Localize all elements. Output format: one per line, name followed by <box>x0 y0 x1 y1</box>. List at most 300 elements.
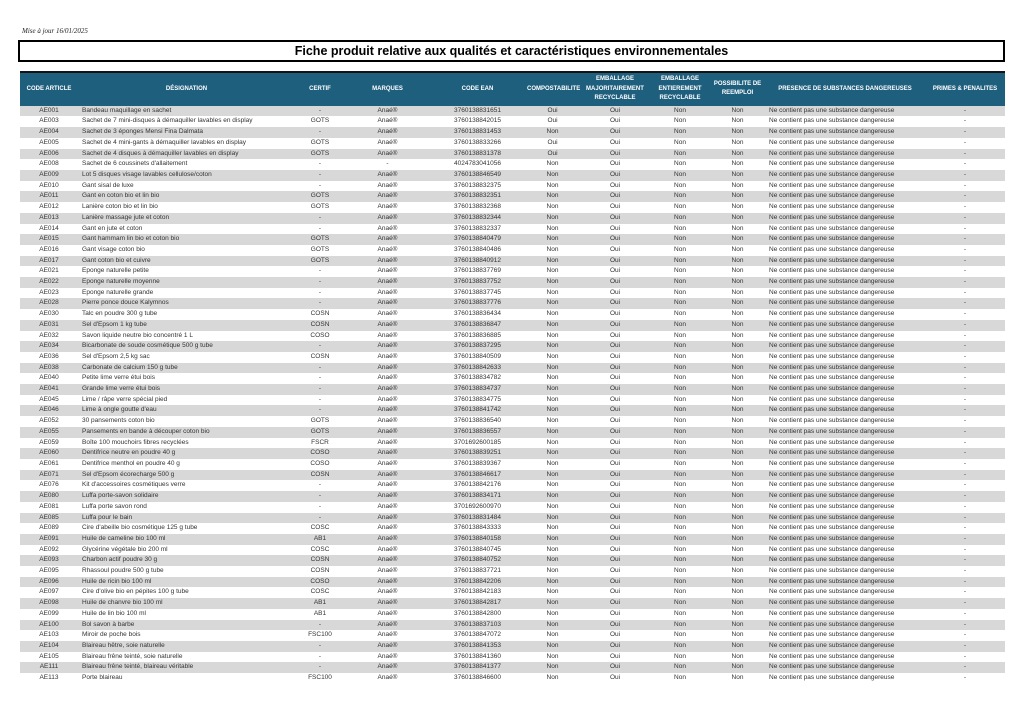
cell-1: Gant visage coton bio <box>82 245 145 253</box>
cell-0: AE091 <box>39 534 59 542</box>
table-row <box>20 534 1005 545</box>
cell-1: Lime à ongle goutte d'eau <box>82 406 157 414</box>
cell-0: AE061 <box>39 459 59 467</box>
cell-1: Glycérine végétale bio 200 ml <box>82 545 168 553</box>
cell-3: Anaé® <box>377 674 398 682</box>
cell-7: Non <box>674 417 686 425</box>
cell-9: Ne contient pas une substance dangereuse <box>769 149 895 157</box>
cell-10: - <box>963 149 967 157</box>
cell-8: Non <box>731 524 744 532</box>
cell-8: Non <box>731 256 744 264</box>
cell-7: Non <box>674 406 686 414</box>
table-row <box>20 609 1005 620</box>
cell-10: - <box>963 299 967 307</box>
table-row <box>20 373 1005 384</box>
cell-7: Non <box>674 181 686 189</box>
cell-5: Non <box>546 320 559 328</box>
cell-6: Oui <box>609 502 621 510</box>
cell-1: Carbonate de calcium 150 g tube <box>82 363 178 371</box>
cell-6: Oui <box>609 320 621 328</box>
cell-2: COSN <box>310 352 330 360</box>
cell-7: Non <box>674 438 686 446</box>
cell-9: Ne contient pas une substance dangereuse <box>769 235 895 243</box>
cell-7: Non <box>674 577 686 585</box>
cell-4: 3760138836885 <box>454 331 501 339</box>
cell-7: Non <box>674 599 686 607</box>
cell-9: Ne contient pas une substance dangereuse <box>769 406 895 414</box>
table-row <box>20 566 1005 577</box>
cell-7: Non <box>674 556 686 564</box>
cell-7: Non <box>674 513 686 521</box>
cell-0: AE100 <box>39 620 59 628</box>
cell-1: 30 pansements coton bio <box>82 417 155 425</box>
cell-3: Anaé® <box>377 128 398 136</box>
cell-7: Non <box>674 502 686 510</box>
cell-8: Non <box>731 299 744 307</box>
cell-6: Oui <box>609 352 621 360</box>
cell-6: Oui <box>609 331 621 339</box>
cell-0: AE032 <box>39 331 59 339</box>
cell-7: Non <box>674 128 686 136</box>
cell-9: Ne contient pas une substance dangereuse <box>769 631 895 639</box>
cell-5: Non <box>546 524 559 532</box>
cell-9: Ne contient pas une substance dangereuse <box>769 352 895 360</box>
cell-4: 3760138839251 <box>454 449 501 457</box>
cell-3: Anaé® <box>377 117 398 125</box>
cell-10: - <box>963 181 967 189</box>
cell-10: - <box>963 160 967 168</box>
cell-10: - <box>963 138 967 146</box>
table-row <box>20 459 1005 470</box>
cell-7: Non <box>674 641 686 649</box>
cell-0: AE055 <box>39 427 59 435</box>
cell-7: Non <box>674 470 686 478</box>
cell-2: COSO <box>310 331 330 339</box>
cell-7: Non <box>674 481 686 489</box>
cell-5: Non <box>546 652 559 660</box>
cell-4: 3760138842176 <box>454 481 501 489</box>
table-row <box>20 630 1005 641</box>
cell-3: Anaé® <box>377 192 398 200</box>
cell-1: Blaireau frêne teinté, blaireau véritable <box>82 663 194 671</box>
cell-7: Non <box>674 320 686 328</box>
cell-5: Non <box>546 310 559 318</box>
cell-9: Ne contient pas une substance dangereuse <box>769 577 895 585</box>
cell-8: Non <box>731 310 744 318</box>
cell-8: Non <box>731 470 744 478</box>
cell-10: - <box>963 438 967 446</box>
cell-2: - <box>318 224 322 232</box>
cell-8: Non <box>731 331 744 339</box>
cell-2: GOTS <box>310 192 330 200</box>
cell-2: - <box>318 106 322 114</box>
cell-1: Lot 5 disques visage lavables cellulose/coton <box>82 171 212 178</box>
cell-10: - <box>963 224 967 232</box>
cell-5: Non <box>546 342 559 350</box>
cell-0: AE030 <box>39 310 59 318</box>
column-header-5: COMPOSTABILITE <box>525 72 580 106</box>
cell-4: 3760138836847 <box>454 320 501 328</box>
cell-4: 3760138837295 <box>454 342 501 350</box>
cell-6: Oui <box>609 438 621 446</box>
cell-1: Eponge naturelle moyenne <box>82 278 160 286</box>
cell-8: Non <box>731 652 744 660</box>
cell-6: Oui <box>609 674 621 682</box>
cell-6: Oui <box>609 267 621 275</box>
cell-8: Non <box>731 106 744 114</box>
cell-8: Non <box>731 556 744 564</box>
cell-4: 3760138834171 <box>454 492 501 500</box>
cell-7: Non <box>674 524 686 532</box>
cell-6: Oui <box>609 106 621 114</box>
cell-9: Ne contient pas une substance dangereuse <box>769 224 895 232</box>
cell-6: Oui <box>609 534 621 542</box>
cell-6: Oui <box>609 149 621 157</box>
table-row <box>20 149 1005 160</box>
cell-2: FSCR <box>311 438 329 446</box>
table-row <box>20 448 1005 459</box>
table-row <box>20 256 1005 267</box>
cell-6: Oui <box>609 363 621 371</box>
cell-5: Non <box>546 438 559 446</box>
column-header-9: PRESENCE DE SUBSTANCES DANGEREUSES <box>765 72 925 106</box>
cell-8: Non <box>731 160 744 168</box>
cell-2: - <box>318 128 322 136</box>
cell-2: COSC <box>310 588 330 596</box>
cell-8: Non <box>731 288 744 296</box>
cell-1: Sachet de 7 mini-disques à démaquiller lavables en display <box>82 117 253 125</box>
cell-3: Anaé® <box>377 492 398 500</box>
cell-6: Oui <box>609 481 621 489</box>
cell-4: 3760138846617 <box>454 470 501 478</box>
cell-6: Oui <box>609 417 621 425</box>
cell-0: AE104 <box>39 641 59 649</box>
table-row <box>20 502 1005 513</box>
cell-5: Non <box>546 171 559 178</box>
cell-4: 3760138842015 <box>454 117 501 125</box>
cell-5: Non <box>546 427 559 435</box>
cell-8: Non <box>731 192 744 200</box>
cell-9: Ne contient pas une substance dangereuse <box>769 470 895 478</box>
cell-3: Anaé® <box>377 395 398 403</box>
cell-8: Non <box>731 481 744 489</box>
table-row <box>20 181 1005 192</box>
cell-10: - <box>963 577 967 585</box>
cell-3: Anaé® <box>377 181 398 189</box>
cell-6: Oui <box>609 406 621 414</box>
cell-6: Oui <box>609 652 621 660</box>
cell-2: - <box>318 342 322 350</box>
cell-0: AE080 <box>39 492 59 500</box>
cell-4: 3701692600970 <box>454 502 501 510</box>
cell-4: 3760138839367 <box>454 459 501 467</box>
cell-10: - <box>963 117 967 125</box>
cell-1: Pansements en bande à découper coton bio <box>82 427 210 435</box>
cell-10: - <box>963 352 967 360</box>
cell-4: 3760138832344 <box>454 213 501 221</box>
cell-3: Anaé® <box>377 524 398 532</box>
cell-0: AE103 <box>39 631 59 639</box>
table-row <box>20 577 1005 588</box>
table-row <box>20 545 1005 556</box>
cell-10: - <box>963 513 967 521</box>
cell-0: AE113 <box>39 674 59 682</box>
cell-8: Non <box>731 363 744 371</box>
cell-1: Savon liquide neutre bio concentré 1 L <box>82 331 193 339</box>
cell-4: 3760138831484 <box>454 513 501 521</box>
cell-6: Oui <box>609 470 621 478</box>
cell-2: - <box>318 363 322 371</box>
cell-9: Ne contient pas une substance dangereuse <box>769 181 895 189</box>
cell-5: Non <box>546 352 559 360</box>
table-row <box>20 587 1005 598</box>
cell-4: 3760138847072 <box>454 631 501 639</box>
cell-0: AE013 <box>39 213 59 221</box>
cell-4: 3760138834737 <box>454 385 501 393</box>
table-row <box>20 523 1005 534</box>
cell-6: Oui <box>609 459 621 467</box>
column-header-10: PRIMES & PENALITES <box>925 72 1005 106</box>
cell-9: Ne contient pas une substance dangereuse <box>769 449 895 457</box>
cell-5: Non <box>546 245 559 253</box>
table-row <box>20 213 1005 224</box>
cell-4: 3760138837776 <box>454 299 501 307</box>
cell-5: Non <box>546 577 559 585</box>
table-row <box>20 395 1005 406</box>
cell-6: Oui <box>609 288 621 296</box>
cell-6: Oui <box>609 631 621 639</box>
cell-0: AE021 <box>39 267 59 275</box>
cell-3: Anaé® <box>377 342 398 350</box>
cell-10: - <box>963 545 967 553</box>
cell-8: Non <box>731 352 744 360</box>
cell-7: Non <box>674 171 686 178</box>
cell-1: Talc en poudre 300 g tube <box>82 310 158 318</box>
cell-10: - <box>963 213 967 221</box>
cell-0: AE089 <box>39 524 59 532</box>
cell-6: Oui <box>609 641 621 649</box>
cell-5: Non <box>546 545 559 553</box>
cell-0: AE081 <box>39 502 59 510</box>
cell-8: Non <box>731 427 744 435</box>
cell-1: Dentifrice menthol en poudre 40 g <box>82 459 180 467</box>
cell-7: Non <box>674 203 686 211</box>
cell-2: COSN <box>310 567 330 575</box>
cell-9: Ne contient pas une substance dangereuse <box>769 385 895 393</box>
cell-1: Lanière massage jute et coton <box>82 213 170 221</box>
table-row <box>20 116 1005 127</box>
cell-2: - <box>318 513 322 521</box>
cell-2: AB1 <box>313 599 327 607</box>
cell-2: - <box>318 641 322 649</box>
cell-3: Anaé® <box>377 556 398 564</box>
cell-9: Ne contient pas une substance dangereuse <box>769 556 895 564</box>
cell-3: Anaé® <box>377 663 398 671</box>
cell-9: Ne contient pas une substance dangereuse <box>769 663 895 671</box>
cell-2: - <box>318 181 322 189</box>
cell-0: AE099 <box>39 609 59 617</box>
cell-9: Ne contient pas une substance dangereuse <box>769 395 895 403</box>
cell-7: Non <box>674 149 686 157</box>
table-row <box>20 513 1005 524</box>
table-row <box>20 309 1005 320</box>
product-table <box>20 71 1005 684</box>
cell-5: Non <box>546 620 559 628</box>
cell-0: AE036 <box>39 352 59 360</box>
cell-9: Ne contient pas une substance dangereuse <box>769 609 895 617</box>
cell-9: Ne contient pas une substance dangereuse <box>769 481 895 489</box>
cell-1: Huile de ricin bio 100 ml <box>82 577 152 585</box>
cell-0: AE014 <box>39 224 59 232</box>
cell-1: Gant en jute et coton <box>82 224 143 232</box>
cell-6: Oui <box>609 556 621 564</box>
cell-10: - <box>963 652 967 660</box>
cell-4: 3760138841353 <box>454 641 501 649</box>
cell-8: Non <box>731 213 744 221</box>
cell-10: - <box>963 128 967 136</box>
cell-2: COSN <box>310 320 330 328</box>
cell-4: 3760138841742 <box>454 406 501 414</box>
cell-0: AE016 <box>39 245 59 253</box>
cell-1: Luffa pour le bain <box>82 513 133 521</box>
cell-9: Ne contient pas une substance dangereuse <box>769 203 895 211</box>
cell-10: - <box>963 417 967 425</box>
cell-9: Ne contient pas une substance dangereuse <box>769 320 895 328</box>
cell-6: Oui <box>609 138 621 146</box>
cell-10: - <box>963 470 967 478</box>
cell-1: Lime / râpe verre spécial pied <box>82 395 168 403</box>
table-row <box>20 598 1005 609</box>
cell-5: Oui <box>547 149 558 157</box>
cell-10: - <box>963 320 967 328</box>
cell-9: Ne contient pas une substance dangereuse <box>769 417 895 425</box>
table-row <box>20 673 1005 684</box>
cell-1: Petite lime verre étui bois <box>82 374 155 382</box>
table-row <box>20 288 1005 299</box>
cell-4: 3760138837721 <box>454 567 501 575</box>
cell-8: Non <box>731 342 744 350</box>
cell-8: Non <box>731 438 744 446</box>
cell-7: Non <box>674 224 686 232</box>
cell-2: AB1 <box>313 609 327 617</box>
cell-5: Non <box>546 417 559 425</box>
table-row <box>20 384 1005 395</box>
cell-9: Ne contient pas une substance dangereuse <box>769 278 895 286</box>
cell-3: Anaé® <box>377 138 398 146</box>
table-row <box>20 341 1005 352</box>
cell-0: AE011 <box>39 192 59 200</box>
cell-4: 3760138840752 <box>454 556 501 564</box>
cell-2: COSC <box>310 545 330 553</box>
cell-6: Oui <box>609 181 621 189</box>
cell-4: 3760138840479 <box>454 235 501 243</box>
cell-7: Non <box>674 374 686 382</box>
cell-8: Non <box>731 502 744 510</box>
cell-2: - <box>318 502 322 510</box>
cell-3: Anaé® <box>377 331 398 339</box>
cell-10: - <box>963 385 967 393</box>
cell-10: - <box>963 641 967 649</box>
cell-5: Non <box>546 256 559 264</box>
cell-10: - <box>963 567 967 575</box>
cell-7: Non <box>674 342 686 350</box>
cell-10: - <box>963 106 967 114</box>
cell-4: 3760138836434 <box>454 310 501 318</box>
cell-8: Non <box>731 663 744 671</box>
cell-8: Non <box>731 417 744 425</box>
cell-8: Non <box>731 149 744 157</box>
cell-5: Non <box>546 395 559 403</box>
cell-4: 3760138832368 <box>454 203 501 211</box>
cell-4: 3760138836540 <box>454 417 501 425</box>
cell-6: Oui <box>609 449 621 457</box>
cell-3: Anaé® <box>377 363 398 371</box>
cell-3: Anaé® <box>377 438 398 446</box>
cell-2: - <box>318 481 322 489</box>
cell-4: 3760138837103 <box>454 620 501 628</box>
cell-7: Non <box>674 160 686 168</box>
cell-0: AE005 <box>39 138 59 146</box>
cell-1: Eponge naturelle petite <box>82 267 149 275</box>
table-row <box>20 191 1005 202</box>
cell-9: Ne contient pas une substance dangereuse <box>769 192 895 200</box>
column-header-2: CERTIF <box>295 72 345 106</box>
cell-2: - <box>318 213 322 221</box>
cell-2: AB1 <box>313 534 327 542</box>
cell-7: Non <box>674 663 686 671</box>
cell-3: Anaé® <box>377 149 398 157</box>
cell-2: - <box>318 160 322 168</box>
cell-4: 3760138840486 <box>454 245 501 253</box>
cell-0: AE060 <box>39 449 59 457</box>
cell-9: Ne contient pas une substance dangereuse <box>769 310 895 318</box>
cell-10: - <box>963 459 967 467</box>
cell-3: Anaé® <box>377 299 398 307</box>
cell-9: Ne contient pas une substance dangereuse <box>769 245 895 253</box>
cell-0: AE105 <box>39 652 59 660</box>
cell-8: Non <box>731 459 744 467</box>
cell-10: - <box>963 171 967 178</box>
cell-0: AE003 <box>39 117 59 125</box>
column-header-4: CODE EAN <box>430 72 525 106</box>
cell-4: 3760138840745 <box>454 545 501 553</box>
cell-6: Oui <box>609 385 621 393</box>
table-row <box>20 491 1005 502</box>
table-row <box>20 427 1005 438</box>
table-row <box>20 320 1005 331</box>
cell-5: Non <box>546 203 559 211</box>
cell-0: AE006 <box>39 149 59 157</box>
cell-6: Oui <box>609 577 621 585</box>
table-row <box>20 620 1005 631</box>
cell-4: 3760138842183 <box>454 588 501 596</box>
cell-8: Non <box>731 620 744 628</box>
cell-1: Huile de lin bio 100 ml <box>82 609 146 617</box>
cell-6: Oui <box>609 609 621 617</box>
cell-5: Non <box>546 192 559 200</box>
cell-2: GOTS <box>310 235 330 243</box>
cell-2: - <box>318 406 322 414</box>
table-body <box>20 106 1005 684</box>
cell-8: Non <box>731 631 744 639</box>
cell-0: AE045 <box>39 395 59 403</box>
cell-9: Ne contient pas une substance dangereuse <box>769 534 895 542</box>
cell-7: Non <box>674 427 686 435</box>
cell-8: Non <box>731 641 744 649</box>
cell-6: Oui <box>609 545 621 553</box>
cell-3: Anaé® <box>377 310 398 318</box>
cell-9: Ne contient pas une substance dangereuse <box>769 492 895 500</box>
